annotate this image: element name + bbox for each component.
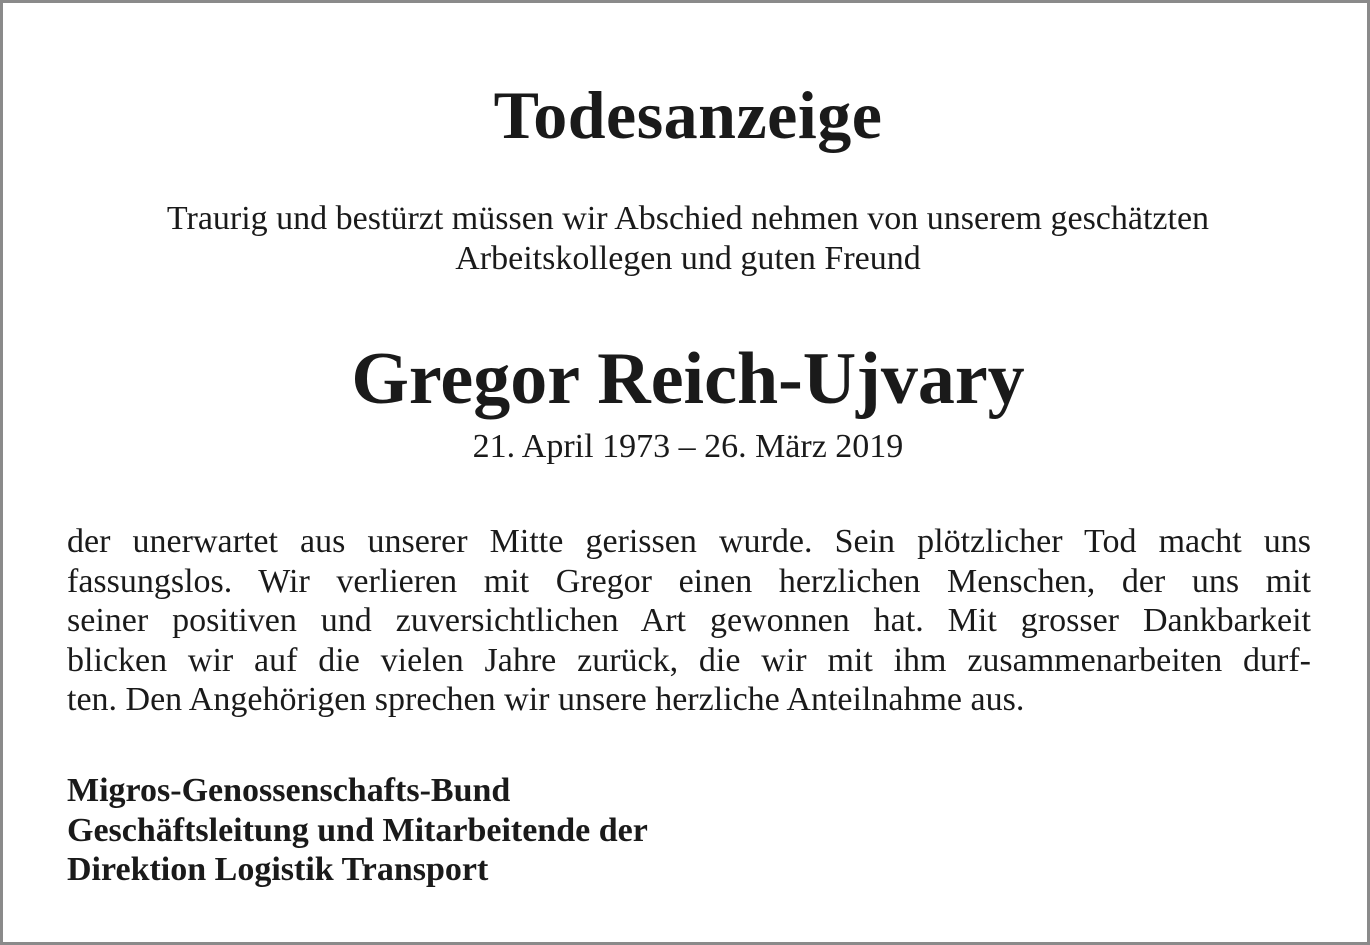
signature-line: Geschäftsleitung und Mitarbeitende der [67, 811, 648, 849]
body-line: seiner positiven und zuversichtlichen Art gewonnen hat. Mit grosser Dankbarkeit [67, 602, 1311, 639]
signature-block [67, 771, 648, 890]
body-line: der unerwartet aus unserer Mitte gerissen wurde. Sein plötzlicher Tod macht uns [67, 523, 1311, 560]
signature-line: Direktion Logistik Transport [67, 851, 489, 888]
signature-line: Migros-Genossenschafts-Bund [67, 772, 511, 809]
notice-title: Todesanzeige [493, 77, 883, 153]
body-line: fassungslos. Wir verlieren mit Gregor einen herzlichen Menschen, der uns mit [67, 562, 1311, 600]
body-line: ten. Den Angehörigen sprechen wir unsere herzliche Anteilnahme aus. [67, 681, 1025, 718]
intro-line: Arbeitskollegen und guten Freund [455, 240, 921, 277]
deceased-name: Gregor Reich-Ujvary [351, 338, 1025, 420]
life-dates: 21. April 1973 – 26. März 2019 [472, 428, 904, 465]
intro-line: Traurig und bestürzt müssen wir Abschied nehmen von unserem geschätzten [166, 200, 1210, 237]
intro-text [3, 199, 1370, 279]
body-line: blicken wir auf die vielen Jahre zurück, die wir mit ihm zusammenarbeiten durf- [67, 641, 1311, 679]
message-body [67, 522, 1311, 720]
